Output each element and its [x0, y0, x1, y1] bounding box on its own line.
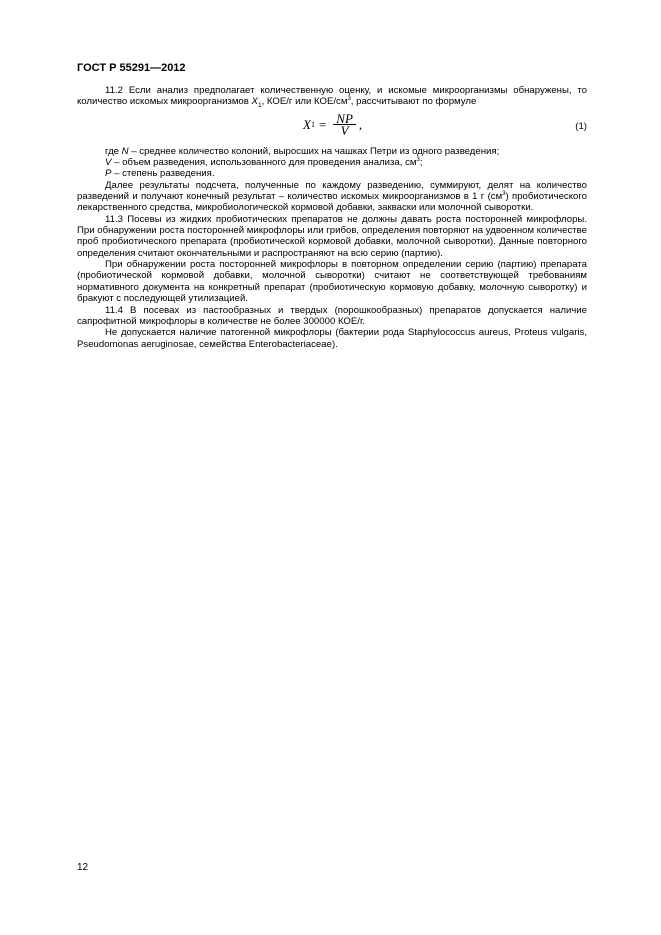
formula-expression: X 1 = $\frac{NP}{V}$ , — [303, 110, 363, 139]
document-header: ГОСТ Р 55291—2012 — [77, 62, 186, 74]
def-v-end: ; — [419, 157, 423, 169]
formula-block — [77, 110, 587, 144]
def-n-var: N — [121, 145, 129, 157]
p1-text-b: , КОЕ/г или КОЕ/см — [261, 96, 348, 108]
p2-text-a: Далее результаты подсчета, полученные по каждому разведению, суммируют, делят на количество разведений и получают конечный результат – количество искомых микроорганизмов в 1 г (см — [77, 179, 587, 203]
paragraph-11-4: 11.4 В посевах из пастообразных и твердых (порошкообразных) препаратов допускается наличие сапрофитной микрофлоры в количестве не более 300000 КОЕ/г. — [77, 304, 587, 327]
paragraph-repeat-detection: При обнаружении роста посторонней микрофлоры в повторном определении серию (партию) препарата (пробиотической кормовой добавки, молочной сыворотки) считают не соответствующей требованиям нормативного документа на конкретный препарат (пробиотическую кормовую добавку, молочную сыворотку) и бракуют с последующей утилизацией. — [77, 259, 587, 305]
def-v-sup: 3 — [416, 156, 420, 163]
p1-sub: 1 — [257, 102, 262, 110]
def-n-text: – среднее количество колоний, выросших на чашках Петри из одного разведения; — [128, 145, 500, 157]
def-p-text: – степень разведения. — [111, 168, 215, 180]
paragraph-pathogenic: Не допускается наличие патогенной микрофлоры (бактерии рода Staphylococcus aureus, Proteus vulgaris, Pseudomonas aeruginosae, семейства Enterobacteriaceae). — [77, 327, 587, 350]
p1-var: X — [251, 96, 258, 108]
definition-n — [77, 146, 587, 157]
def-v-var: V — [105, 157, 112, 169]
formula-equals: = — [318, 116, 327, 132]
formula-fraction — [333, 110, 356, 139]
paragraph-11-3: 11.3 Посевы из жидких пробиотических препаратов не должны давать роста посторонней микрофлоры. При обнаружении роста посторонней микрофлоры или грибов, определения повторяют на удвоенном количестве проб пробиотического препарата (пробиотической кормовой добавки, молочной сыворотки). Данные повторного определения считают окончательными и распространяют на всю серию (партию). — [77, 213, 587, 259]
p2-text-b: ) пробиотического лекарственного средства, микробиологической кормовой добавки, закваски или молочной сыворотки. — [77, 191, 587, 214]
def-p-var: P — [105, 168, 112, 180]
paragraph-11-2 — [77, 85, 587, 108]
paragraph-result — [77, 180, 587, 214]
p1-sup: 3 — [347, 96, 351, 103]
definition-v — [77, 157, 587, 168]
formula-number: (1) — [575, 120, 587, 132]
def-v-text: – объем разведения, использованного для проведения анализа, см — [111, 157, 417, 169]
p1-text-c: , рассчитывают по формуле — [350, 96, 477, 108]
p2-sup: 3 — [502, 190, 506, 197]
formula-denominator: V — [340, 123, 349, 139]
formula-comma: , — [358, 116, 363, 132]
document-body — [77, 85, 587, 350]
p1-text-a: 11.2 Если анализ предполагает количественную оценку, и искомые микроорганизмы обнаружены, то количество искомых микроорганизмов — [77, 85, 587, 108]
formula-numerator: NP — [333, 113, 356, 125]
formula-lhs: X — [303, 116, 311, 132]
def-n-prefix: где — [105, 145, 122, 157]
definition-p — [77, 168, 587, 179]
page-number: 12 — [77, 862, 89, 873]
